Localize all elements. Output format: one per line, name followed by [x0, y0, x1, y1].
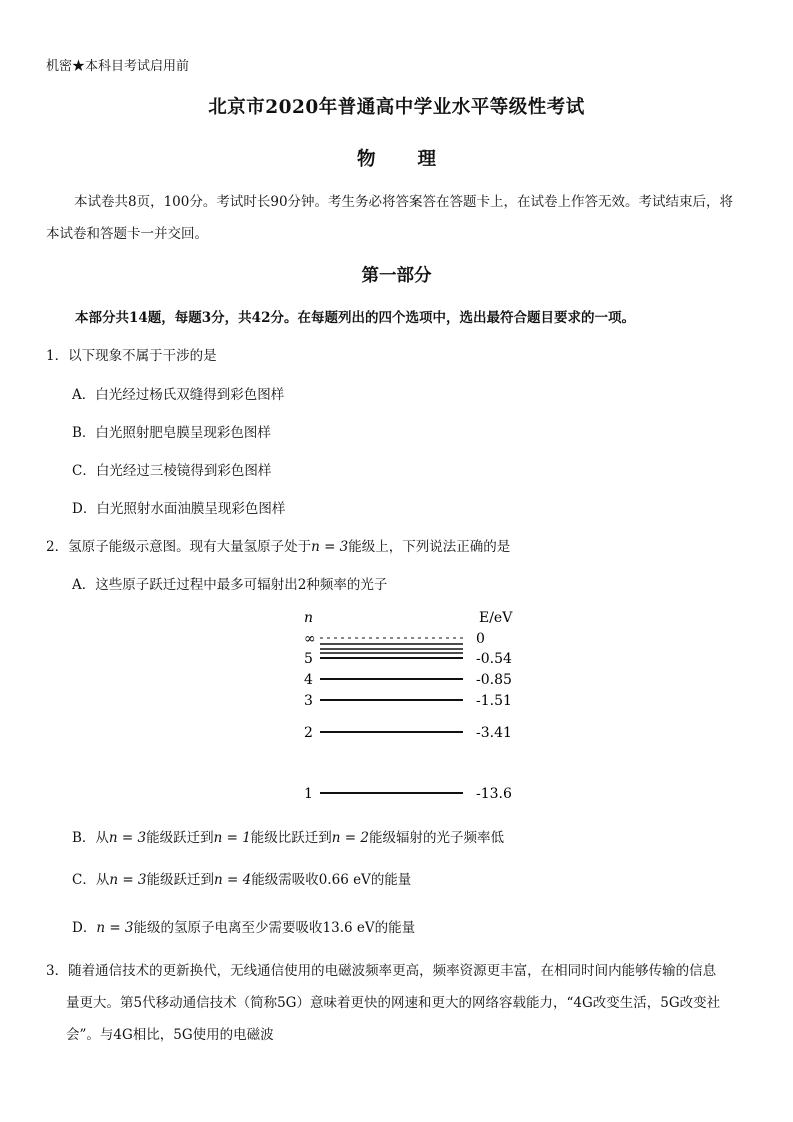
- energy-level-value-label: -3.41: [476, 725, 512, 741]
- energy-levels: [304, 631, 512, 802]
- question-2-option-a: A．这些原子跃迁过程中最多可辐射出2种频率的光子: [72, 577, 388, 593]
- part-title: 第一部分: [361, 266, 432, 286]
- energy-level-n-label: 4: [304, 672, 313, 688]
- part-description: 本部分共14题，每题3分，共42分。在每题列出的四个选项中，选出最符合题目要求的一项。: [75, 310, 635, 326]
- energy-level-value-label: -1.51: [476, 693, 512, 709]
- energy-level-n-label: 3: [304, 693, 313, 709]
- energy-level-value-label: -0.54: [476, 651, 512, 667]
- question-2-stem: 2．氢原子能级示意图。现有大量氢原子处于n = 3能级上，下列说法正确的是: [46, 539, 511, 555]
- question-1-stem: 1．以下现象不属于干涉的是: [46, 348, 217, 364]
- question-1-option-c: C．白光经过三棱镜得到彩色图样: [72, 463, 272, 479]
- subject-char-1: 物: [356, 149, 376, 170]
- question-2-option-d: D．n = 3能级的氢原子电离至少需要吸收13.6 eV的能量: [72, 920, 416, 936]
- energy-level-n-label: 2: [304, 725, 313, 741]
- energy-level-diagram: [290, 606, 530, 804]
- energy-level-value-label: -0.85: [476, 672, 512, 688]
- subject-char-2: 理: [417, 149, 437, 170]
- exam-title: 北京市2020年普通高中学业水平等级性考试: [208, 97, 585, 118]
- question-2-option-c: C．从n = 3能级跃迁到n = 4能级需吸收0.66 eV的能量: [72, 872, 412, 888]
- exam-instructions: 本试卷共8页，100分。考试时长90分钟。考生务必将答案答在答题卡上，在试卷上作答无效。考试结束后，将本试卷和答题卡一并交回。: [46, 194, 734, 242]
- question-3-stem-line1: 3．随着通信技术的更新换代，无线通信使用的电磁波频率更高，频率资源更丰富，在相同时间内能够传输的信息: [46, 963, 717, 979]
- diagram-n-header: n: [304, 610, 314, 626]
- diagram-energy-header: E/eV: [479, 610, 513, 626]
- subject-title: [0, 145, 793, 171]
- energy-level-n-label: 1: [304, 786, 313, 802]
- question-3-stem: [46, 955, 748, 1051]
- question-1-option-d: D．白光照射水面油膜呈现彩色图样: [72, 501, 286, 517]
- question-1-option-b: B．白光照射肥皂膜呈现彩色图样: [72, 425, 271, 441]
- question-2-option-b: B．从n = 3能级跃迁到n = 1能级比跃迁到n = 2能级辐射的光子频率低: [72, 830, 504, 846]
- energy-level-value-label: 0: [476, 631, 485, 647]
- confidential-notice: 机密★本科目考试启用前: [46, 59, 190, 74]
- energy-level-n-label: 5: [304, 651, 313, 667]
- energy-level-value-label: -13.6: [476, 786, 512, 802]
- energy-level-n-label: ∞: [304, 631, 316, 647]
- question-3-stem-rest: 量更大。第5代移动通信技术（简称5G）意味着更快的网速和更大的网络容载能力，“4G改变生活，5G改变社会”。与4G相比，5G使用的电磁波: [66, 995, 721, 1043]
- question-1-option-a: A．白光经过杨氏双缝得到彩色图样: [72, 387, 285, 403]
